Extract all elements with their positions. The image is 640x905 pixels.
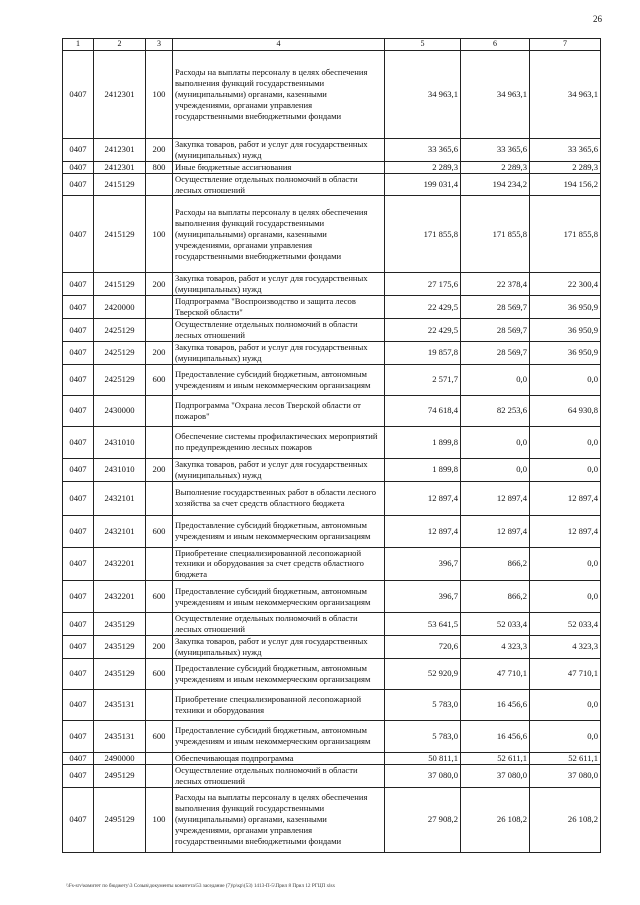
cell-target: 2495129 — [94, 764, 146, 787]
cell-name: Закупка товаров, работ и услуг для государственных (муниципальных) нужд — [173, 636, 385, 659]
cell-section: 0407 — [63, 764, 94, 787]
cell-v2: 52 033,4 — [461, 613, 530, 636]
cell-v3: 64 930,8 — [530, 395, 601, 426]
cell-name: Приобретение специализированной лесопожарной техники и оборудования за счет средств областного бюджета — [173, 547, 385, 581]
cell-vr: 100 — [146, 50, 173, 138]
cell-target: 2435129 — [94, 636, 146, 659]
cell-vr: 200 — [146, 458, 173, 481]
cell-section: 0407 — [63, 481, 94, 515]
cell-name: Осуществление отдельных полномочий в области лесных отношений — [173, 319, 385, 342]
cell-v2: 28 569,7 — [461, 296, 530, 319]
cell-v3: 52 033,4 — [530, 613, 601, 636]
table-row — [63, 613, 601, 636]
cell-v1: 74 618,4 — [385, 395, 461, 426]
cell-name: Приобретение специализированной лесопожарной техники и оборудования — [173, 689, 385, 720]
cell-vr — [146, 296, 173, 319]
table-header-row — [63, 39, 601, 51]
cell-v3: 36 950,9 — [530, 296, 601, 319]
cell-target: 2415129 — [94, 196, 146, 273]
cell-v3: 171 855,8 — [530, 196, 601, 273]
cell-v2: 52 611,1 — [461, 752, 530, 764]
cell-section: 0407 — [63, 138, 94, 161]
cell-target: 2432201 — [94, 581, 146, 613]
cell-section: 0407 — [63, 161, 94, 173]
cell-vr — [146, 395, 173, 426]
cell-vr: 600 — [146, 658, 173, 689]
cell-v1: 1 899,8 — [385, 458, 461, 481]
cell-v1: 50 811,1 — [385, 752, 461, 764]
cell-target: 2425129 — [94, 364, 146, 395]
cell-v3: 12 897,4 — [530, 515, 601, 547]
cell-name: Предоставление субсидий бюджетным, автономным учреждениям и иным некоммерческим организациям — [173, 515, 385, 547]
cell-name: Расходы на выплаты персоналу в целях обеспечения выполнения функций государственными (муниципальными) органами, казенными учреждениями, органами управления государственными внебюджетными фондами — [173, 196, 385, 273]
cell-v2: 26 108,2 — [461, 787, 530, 852]
cell-v2: 47 710,1 — [461, 658, 530, 689]
table-row — [63, 581, 601, 613]
header-cell: 2 — [94, 39, 146, 51]
cell-section: 0407 — [63, 395, 94, 426]
cell-name: Осуществление отдельных полномочий в области лесных отношений — [173, 173, 385, 196]
cell-target: 2495129 — [94, 787, 146, 852]
cell-v1: 5 783,0 — [385, 689, 461, 720]
cell-section: 0407 — [63, 50, 94, 138]
cell-target: 2432101 — [94, 481, 146, 515]
cell-section: 0407 — [63, 364, 94, 395]
cell-section: 0407 — [63, 581, 94, 613]
cell-v2: 866,2 — [461, 547, 530, 581]
cell-name: Иные бюджетные ассигнования — [173, 161, 385, 173]
cell-section: 0407 — [63, 787, 94, 852]
cell-section: 0407 — [63, 341, 94, 364]
table-row — [63, 50, 601, 138]
table-row — [63, 161, 601, 173]
cell-vr: 100 — [146, 787, 173, 852]
cell-name: Осуществление отдельных полномочий в области лесных отношений — [173, 764, 385, 787]
cell-v3: 0,0 — [530, 689, 601, 720]
cell-v2: 22 378,4 — [461, 273, 530, 296]
cell-section: 0407 — [63, 720, 94, 752]
cell-v1: 720,6 — [385, 636, 461, 659]
cell-v2: 0,0 — [461, 458, 530, 481]
cell-vr: 600 — [146, 364, 173, 395]
cell-vr — [146, 319, 173, 342]
cell-target: 2425129 — [94, 341, 146, 364]
cell-section: 0407 — [63, 547, 94, 581]
cell-vr — [146, 173, 173, 196]
table-row — [63, 138, 601, 161]
cell-v2: 28 569,7 — [461, 341, 530, 364]
cell-v3: 0,0 — [530, 581, 601, 613]
cell-v2: 171 855,8 — [461, 196, 530, 273]
table-row — [63, 752, 601, 764]
cell-vr: 800 — [146, 161, 173, 173]
cell-v1: 2 571,7 — [385, 364, 461, 395]
cell-target: 2412301 — [94, 50, 146, 138]
cell-vr — [146, 426, 173, 458]
header-cell: 3 — [146, 39, 173, 51]
cell-v1: 12 897,4 — [385, 515, 461, 547]
table-row — [63, 720, 601, 752]
cell-name: Закупка товаров, работ и услуг для государственных (муниципальных) нужд — [173, 341, 385, 364]
table-row — [63, 764, 601, 787]
cell-v1: 396,7 — [385, 581, 461, 613]
cell-v1: 22 429,5 — [385, 319, 461, 342]
cell-v2: 866,2 — [461, 581, 530, 613]
cell-v3: 0,0 — [530, 364, 601, 395]
cell-section: 0407 — [63, 613, 94, 636]
cell-section: 0407 — [63, 196, 94, 273]
cell-target: 2431010 — [94, 426, 146, 458]
cell-v1: 171 855,8 — [385, 196, 461, 273]
table-row — [63, 636, 601, 659]
cell-v1: 19 857,8 — [385, 341, 461, 364]
table-row — [63, 787, 601, 852]
cell-name: Предоставление субсидий бюджетным, автономным учреждениям и иным некоммерческим организациям — [173, 364, 385, 395]
cell-v3: 0,0 — [530, 426, 601, 458]
table-row — [63, 481, 601, 515]
cell-v1: 2 289,3 — [385, 161, 461, 173]
table-row — [63, 341, 601, 364]
budget-table — [62, 38, 601, 853]
cell-name: Расходы на выплаты персоналу в целях обеспечения выполнения функций государственными (муниципальными) органами, казенными учреждениями, органами управления государственными внебюджетными фондами — [173, 50, 385, 138]
cell-v2: 34 963,1 — [461, 50, 530, 138]
cell-v2: 4 323,3 — [461, 636, 530, 659]
cell-name: Обеспечивающая подпрограмма — [173, 752, 385, 764]
cell-target: 2435131 — [94, 689, 146, 720]
cell-v1: 52 920,9 — [385, 658, 461, 689]
cell-v1: 27 175,6 — [385, 273, 461, 296]
cell-target: 2435129 — [94, 658, 146, 689]
header-cell: 6 — [461, 39, 530, 51]
cell-v3: 194 156,2 — [530, 173, 601, 196]
cell-v1: 22 429,5 — [385, 296, 461, 319]
cell-v1: 37 080,0 — [385, 764, 461, 787]
cell-section: 0407 — [63, 636, 94, 659]
cell-v1: 396,7 — [385, 547, 461, 581]
table-row — [63, 273, 601, 296]
cell-vr — [146, 689, 173, 720]
cell-v3: 47 710,1 — [530, 658, 601, 689]
cell-v3: 34 963,1 — [530, 50, 601, 138]
cell-vr: 200 — [146, 341, 173, 364]
cell-name: Предоставление субсидий бюджетным, автономным учреждениям и иным некоммерческим организациям — [173, 658, 385, 689]
table-row — [63, 458, 601, 481]
header-cell: 1 — [63, 39, 94, 51]
cell-vr — [146, 752, 173, 764]
cell-name: Закупка товаров, работ и услуг для государственных (муниципальных) нужд — [173, 273, 385, 296]
cell-v3: 22 300,4 — [530, 273, 601, 296]
cell-vr: 200 — [146, 273, 173, 296]
cell-vr: 100 — [146, 196, 173, 273]
table-row — [63, 319, 601, 342]
cell-section: 0407 — [63, 458, 94, 481]
cell-v3: 0,0 — [530, 720, 601, 752]
header-cell: 7 — [530, 39, 601, 51]
cell-name: Закупка товаров, работ и услуг для государственных (муниципальных) нужд — [173, 458, 385, 481]
cell-target: 2412301 — [94, 138, 146, 161]
cell-v1: 33 365,6 — [385, 138, 461, 161]
cell-v3: 2 289,3 — [530, 161, 601, 173]
cell-target: 2490000 — [94, 752, 146, 764]
cell-target: 2432101 — [94, 515, 146, 547]
cell-v3: 52 611,1 — [530, 752, 601, 764]
cell-target: 2420000 — [94, 296, 146, 319]
cell-section: 0407 — [63, 296, 94, 319]
cell-vr: 600 — [146, 581, 173, 613]
cell-v2: 16 456,6 — [461, 689, 530, 720]
cell-target: 2431010 — [94, 458, 146, 481]
cell-name: Выполнение государственных работ в области лесного хозяйства за счет средств областного бюджета — [173, 481, 385, 515]
cell-section: 0407 — [63, 752, 94, 764]
cell-section: 0407 — [63, 658, 94, 689]
cell-v2: 0,0 — [461, 364, 530, 395]
cell-v3: 0,0 — [530, 458, 601, 481]
cell-v2: 194 234,2 — [461, 173, 530, 196]
header-cell: 4 — [173, 39, 385, 51]
cell-v2: 12 897,4 — [461, 481, 530, 515]
cell-name: Закупка товаров, работ и услуг для государственных (муниципальных) нужд — [173, 138, 385, 161]
cell-section: 0407 — [63, 173, 94, 196]
cell-target: 2415129 — [94, 273, 146, 296]
cell-target: 2432201 — [94, 547, 146, 581]
cell-vr — [146, 481, 173, 515]
file-path-footer: \\Fs-srv\комитет по бюджету\3 Созыв\документы комитета\53 заседание (7)\р\кр\(53) 1413-П-5\Прил 8 Прил 12 РГЦП xlsx — [66, 883, 336, 889]
table-row — [63, 196, 601, 273]
cell-section: 0407 — [63, 515, 94, 547]
cell-target: 2435131 — [94, 720, 146, 752]
cell-v2: 12 897,4 — [461, 515, 530, 547]
cell-target: 2435129 — [94, 613, 146, 636]
cell-v2: 82 253,6 — [461, 395, 530, 426]
cell-vr: 600 — [146, 720, 173, 752]
cell-v2: 16 456,6 — [461, 720, 530, 752]
cell-name: Подпрограмма "Воспроизводство и защита лесов Тверской области" — [173, 296, 385, 319]
cell-v1: 53 641,5 — [385, 613, 461, 636]
cell-v1: 199 031,4 — [385, 173, 461, 196]
cell-v2: 28 569,7 — [461, 319, 530, 342]
cell-target: 2425129 — [94, 319, 146, 342]
page-number: 26 — [593, 14, 602, 24]
cell-vr — [146, 613, 173, 636]
cell-v2: 0,0 — [461, 426, 530, 458]
cell-v1: 1 899,8 — [385, 426, 461, 458]
cell-v2: 33 365,6 — [461, 138, 530, 161]
cell-v2: 2 289,3 — [461, 161, 530, 173]
cell-name: Осуществление отдельных полномочий в области лесных отношений — [173, 613, 385, 636]
cell-v3: 33 365,6 — [530, 138, 601, 161]
cell-name: Обеспечение системы профилактических мероприятий по предупреждению лесных пожаров — [173, 426, 385, 458]
cell-v1: 27 908,2 — [385, 787, 461, 852]
table-row — [63, 547, 601, 581]
cell-vr — [146, 547, 173, 581]
table-row — [63, 364, 601, 395]
table-row — [63, 515, 601, 547]
cell-name: Предоставление субсидий бюджетным, автономным учреждениям и иным некоммерческим организациям — [173, 720, 385, 752]
cell-v1: 12 897,4 — [385, 481, 461, 515]
cell-name: Предоставление субсидий бюджетным, автономным учреждениям и иным некоммерческим организациям — [173, 581, 385, 613]
cell-v1: 5 783,0 — [385, 720, 461, 752]
cell-section: 0407 — [63, 319, 94, 342]
cell-v3: 26 108,2 — [530, 787, 601, 852]
cell-v3: 36 950,9 — [530, 341, 601, 364]
cell-v3: 0,0 — [530, 547, 601, 581]
table-row — [63, 173, 601, 196]
cell-target: 2412301 — [94, 161, 146, 173]
cell-vr: 200 — [146, 138, 173, 161]
cell-vr: 600 — [146, 515, 173, 547]
cell-section: 0407 — [63, 689, 94, 720]
cell-vr — [146, 764, 173, 787]
cell-v2: 37 080,0 — [461, 764, 530, 787]
cell-name: Подпрограмма "Охрана лесов Тверской области от пожаров" — [173, 395, 385, 426]
cell-v3: 4 323,3 — [530, 636, 601, 659]
cell-name: Расходы на выплаты персоналу в целях обеспечения выполнения функций государственными (муниципальными) органами, казенными учреждениями, органами управления государственными внебюджетными фондами — [173, 787, 385, 852]
cell-v1: 34 963,1 — [385, 50, 461, 138]
cell-target: 2430000 — [94, 395, 146, 426]
cell-v3: 37 080,0 — [530, 764, 601, 787]
table-row — [63, 689, 601, 720]
cell-v3: 36 950,9 — [530, 319, 601, 342]
cell-section: 0407 — [63, 426, 94, 458]
cell-target: 2415129 — [94, 173, 146, 196]
table-row — [63, 296, 601, 319]
table-row — [63, 658, 601, 689]
table-row — [63, 426, 601, 458]
table-row — [63, 395, 601, 426]
cell-vr: 200 — [146, 636, 173, 659]
cell-section: 0407 — [63, 273, 94, 296]
header-cell: 5 — [385, 39, 461, 51]
cell-v3: 12 897,4 — [530, 481, 601, 515]
